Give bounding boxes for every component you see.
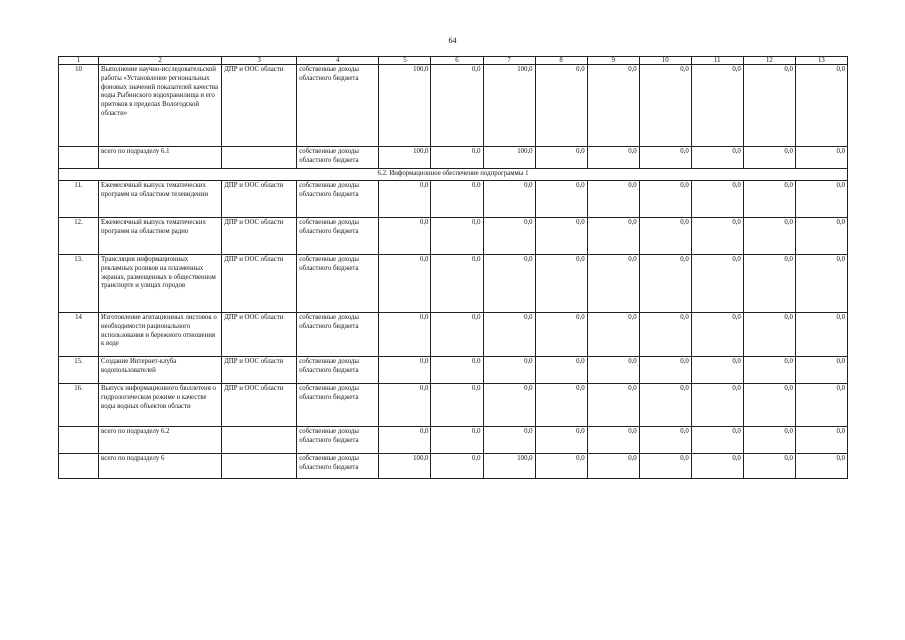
section-row	[59, 169, 848, 181]
value-cell: 0,0	[691, 357, 743, 384]
value-cell: 0,0	[639, 65, 691, 147]
value-cell: 0,0	[431, 427, 483, 454]
executor: ДПР и ООС области	[222, 65, 297, 147]
executor: ДПР и ООС области	[222, 313, 297, 357]
value-cell: 0,0	[691, 147, 743, 169]
value-cell: 0,0	[431, 313, 483, 357]
executor: ДПР и ООС области	[222, 255, 297, 313]
value-cell: 0,0	[795, 218, 847, 255]
value-cell: 0,0	[535, 384, 587, 427]
row-number: 14	[59, 313, 99, 357]
value-cell: 0,0	[743, 147, 795, 169]
value-cell: 0,0	[795, 357, 847, 384]
value-cell: 0,0	[483, 313, 535, 357]
value-cell: 0,0	[795, 65, 847, 147]
value-cell: 0,0	[587, 147, 639, 169]
value-cell: 0,0	[743, 384, 795, 427]
row-number: 15.	[59, 357, 99, 384]
value-cell: 0,0	[379, 313, 431, 357]
value-cell: 0,0	[639, 384, 691, 427]
row-number: 11.	[59, 181, 99, 218]
value-cell: 0,0	[587, 357, 639, 384]
value-cell: 100,0	[483, 147, 535, 169]
value-cell: 100,0	[379, 147, 431, 169]
executor	[222, 454, 297, 479]
value-cell: 0,0	[743, 313, 795, 357]
value-cell: 0,0	[535, 147, 587, 169]
value-cell: 0,0	[535, 218, 587, 255]
activity-name: Изготовление агитационных листовок о необходимости рационального использования и бережного отношения к воде	[99, 313, 222, 357]
value-cell: 0,0	[431, 65, 483, 147]
table-row	[59, 255, 848, 313]
value-cell: 0,0	[743, 427, 795, 454]
value-cell: 0,0	[587, 313, 639, 357]
value-cell: 0,0	[587, 218, 639, 255]
value-cell: 0,0	[431, 218, 483, 255]
executor: ДПР и ООС области	[222, 357, 297, 384]
activity-name: всего по подразделу 6	[99, 454, 222, 479]
activity-name: Ежемесячный выпуск тематических программ на областном телевидении	[99, 181, 222, 218]
value-cell: 0,0	[743, 454, 795, 479]
value-cell: 0,0	[639, 454, 691, 479]
value-cell: 100,0	[483, 454, 535, 479]
header-cell: 12	[743, 57, 795, 65]
value-cell: 0,0	[431, 147, 483, 169]
value-cell: 0,0	[431, 255, 483, 313]
row-number: 12.	[59, 218, 99, 255]
row-number	[59, 454, 99, 479]
funding-source: собственные доходы областного бюджета	[297, 147, 379, 169]
value-cell: 0,0	[483, 255, 535, 313]
table-row	[59, 181, 848, 218]
value-cell: 0,0	[483, 181, 535, 218]
header-cell: 2	[99, 57, 222, 65]
value-cell: 0,0	[535, 65, 587, 147]
header-cell: 9	[587, 57, 639, 65]
value-cell: 0,0	[691, 454, 743, 479]
table-row	[59, 65, 848, 147]
value-cell: 0,0	[639, 313, 691, 357]
funding-source: собственные доходы областного бюджета	[297, 255, 379, 313]
page-number: 64	[448, 36, 457, 45]
row-number: 10	[59, 65, 99, 147]
value-cell: 0,0	[587, 255, 639, 313]
table-row	[59, 357, 848, 384]
value-cell: 0,0	[535, 181, 587, 218]
table-body	[59, 65, 848, 479]
funding-source: собственные доходы областного бюджета	[297, 454, 379, 479]
funding-source: собственные доходы областного бюджета	[297, 357, 379, 384]
value-cell: 100,0	[483, 65, 535, 147]
value-cell: 0,0	[743, 218, 795, 255]
header-row	[59, 57, 848, 65]
value-cell: 0,0	[691, 218, 743, 255]
funding-source: собственные доходы областного бюджета	[297, 181, 379, 218]
value-cell: 0,0	[639, 357, 691, 384]
row-number	[59, 147, 99, 169]
value-cell: 0,0	[535, 454, 587, 479]
activity-name: всего по подразделу 6.1	[99, 147, 222, 169]
table-row	[59, 147, 848, 169]
value-cell: 0,0	[639, 218, 691, 255]
funding-source: собственные доходы областного бюджета	[297, 384, 379, 427]
executor	[222, 147, 297, 169]
section-title: 6.2. Информационное обеспечение подпрограммы 1	[59, 169, 848, 181]
value-cell: 0,0	[743, 255, 795, 313]
table-row	[59, 454, 848, 479]
header-cell: 13	[795, 57, 847, 65]
value-cell: 0,0	[743, 65, 795, 147]
funding-source: собственные доходы областного бюджета	[297, 427, 379, 454]
value-cell: 0,0	[379, 427, 431, 454]
header-cell: 7	[483, 57, 535, 65]
header-cell: 6	[431, 57, 483, 65]
row-number: 16.	[59, 384, 99, 427]
value-cell: 0,0	[431, 384, 483, 427]
funding-source: собственные доходы областного бюджета	[297, 65, 379, 147]
value-cell: 0,0	[795, 255, 847, 313]
table-row	[59, 384, 848, 427]
value-cell: 0,0	[535, 427, 587, 454]
value-cell: 0,0	[743, 357, 795, 384]
value-cell: 0,0	[691, 255, 743, 313]
row-number: 13.	[59, 255, 99, 313]
value-cell: 0,0	[795, 427, 847, 454]
value-cell: 0,0	[795, 147, 847, 169]
funding-source: собственные доходы областного бюджета	[297, 313, 379, 357]
value-cell: 0,0	[483, 357, 535, 384]
table-row	[59, 218, 848, 255]
value-cell: 0,0	[431, 357, 483, 384]
budget-table	[58, 56, 848, 479]
value-cell: 0,0	[691, 181, 743, 218]
value-cell: 0,0	[743, 181, 795, 218]
value-cell: 0,0	[639, 181, 691, 218]
value-cell: 0,0	[691, 384, 743, 427]
activity-name: Создание Интернет-клуба водопользователей	[99, 357, 222, 384]
value-cell: 0,0	[795, 384, 847, 427]
value-cell: 0,0	[379, 218, 431, 255]
table-row	[59, 427, 848, 454]
value-cell: 100,0	[379, 454, 431, 479]
value-cell: 0,0	[795, 454, 847, 479]
value-cell: 0,0	[691, 313, 743, 357]
funding-source: собственные доходы областного бюджета	[297, 218, 379, 255]
value-cell: 0,0	[483, 427, 535, 454]
value-cell: 0,0	[587, 65, 639, 147]
value-cell: 0,0	[379, 255, 431, 313]
value-cell: 0,0	[795, 181, 847, 218]
value-cell: 0,0	[639, 255, 691, 313]
value-cell: 0,0	[483, 218, 535, 255]
activity-name: Ежемесячный выпуск тематических программ на областном радио	[99, 218, 222, 255]
value-cell: 0,0	[483, 384, 535, 427]
header-cell: 3	[222, 57, 297, 65]
activity-name: Выполнение научно-исследовательской работы «Установление региональных фоновых значений показателей качества воды Рыбинского водохранилища и его притоков в пределах Вологодской области»	[99, 65, 222, 147]
header-cell: 11	[691, 57, 743, 65]
activity-name: Трансляция информационных рекламных роликов на плазменных экранах, размещенных в общественном транспорте и улицах городов	[99, 255, 222, 313]
value-cell: 0,0	[639, 427, 691, 454]
value-cell: 0,0	[379, 357, 431, 384]
value-cell: 100,0	[379, 65, 431, 147]
header-cell: 4	[297, 57, 379, 65]
row-number	[59, 427, 99, 454]
value-cell: 0,0	[587, 181, 639, 218]
activity-name: всего по подразделу 6.2	[99, 427, 222, 454]
value-cell: 0,0	[639, 147, 691, 169]
executor	[222, 427, 297, 454]
activity-name: Выпуск информационного бюллетеня о гидрологическом режиме и качестве воды водных объектов области	[99, 384, 222, 427]
value-cell: 0,0	[691, 65, 743, 147]
value-cell: 0,0	[795, 313, 847, 357]
value-cell: 0,0	[535, 313, 587, 357]
value-cell: 0,0	[431, 454, 483, 479]
value-cell: 0,0	[587, 384, 639, 427]
value-cell: 0,0	[535, 255, 587, 313]
value-cell: 0,0	[691, 427, 743, 454]
value-cell: 0,0	[535, 357, 587, 384]
value-cell: 0,0	[587, 454, 639, 479]
executor: ДПР и ООС области	[222, 181, 297, 218]
value-cell: 0,0	[587, 427, 639, 454]
value-cell: 0,0	[379, 384, 431, 427]
header-cell: 1	[59, 57, 99, 65]
table-header	[59, 57, 848, 65]
value-cell: 0,0	[431, 181, 483, 218]
header-cell: 8	[535, 57, 587, 65]
header-cell: 10	[639, 57, 691, 65]
executor: ДПР и ООС области	[222, 384, 297, 427]
value-cell: 0,0	[379, 181, 431, 218]
executor: ДПР и ООС области	[222, 218, 297, 255]
table-row	[59, 313, 848, 357]
header-cell: 5	[379, 57, 431, 65]
